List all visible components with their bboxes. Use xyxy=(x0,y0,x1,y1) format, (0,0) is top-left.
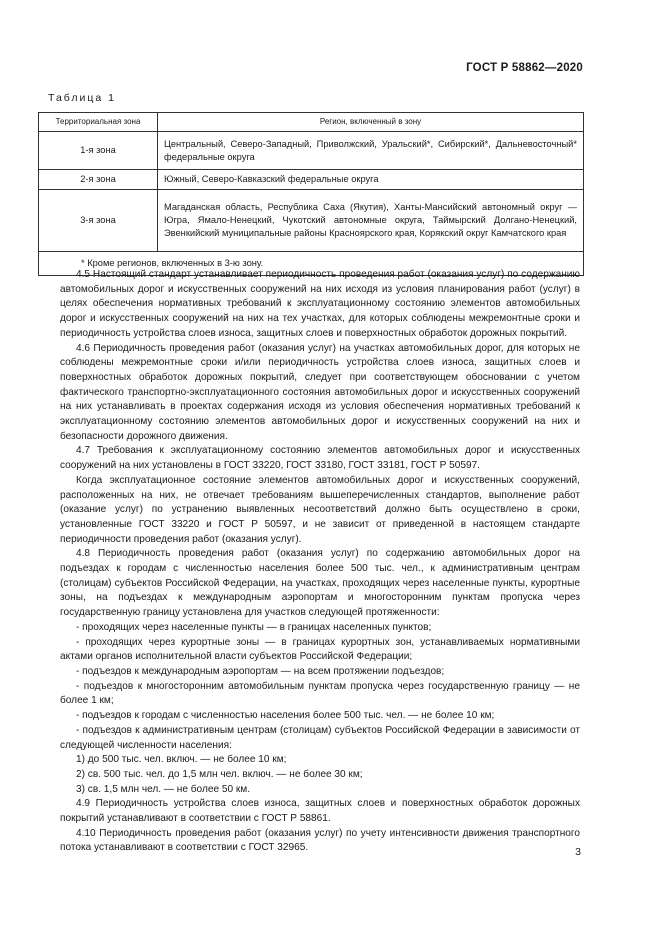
table-header-row xyxy=(39,113,584,132)
list-item: - подъездов к международным аэропортам — на всем протяжении подъездов; xyxy=(76,665,445,677)
paragraph-4-5: 4.5 Настоящий стандарт устанавливает периодичность проведения работ (оказания услуг) по содержанию автомобильных дорог и искусственных сооружений на них исходя из условия планирования работ (услуг) в целях обеспечения нормативных требований к эксплуатационному состоянию элементов автомобильных дорог и искусственных сооружений на них на тех участках, для которых соблюдены межремонтные сроки и периодичность устройства слоев износа, защитных слоев и поверхностных обработок дорожных покрытий. xyxy=(60,269,580,339)
list-item: - проходящих через населенные пункты — в границах населенных пунктов; xyxy=(76,621,432,633)
table-footnote: * Кроме регионов, включенных в 3-ю зону. xyxy=(39,252,584,276)
numbered-item: 3) св. 1,5 млн чел. — не более 50 км. xyxy=(76,783,251,795)
paragraph-4-7: 4.7 Требования к эксплуатационному состоянию элементов автомобильных дорог и искусственных сооружений на них установлены в ГОСТ 33220, ГОСТ 33180, ГОСТ 33181, ГОСТ Р 50597. xyxy=(60,445,580,472)
list-item: - проходящих через курортные зоны — в границах курортных зон, устанавливаемых нормативными актами органов исполнительной власти субъектов Российской Федерации; xyxy=(60,636,580,663)
regions-cell: Южный, Северо-Кавказский федеральные округа xyxy=(158,170,584,190)
zone-cell: 3-я зона xyxy=(39,190,158,252)
zone-cell: 1-я зона xyxy=(39,132,158,170)
document-header: ГОСТ Р 58862—2020 xyxy=(466,62,583,74)
column-header-regions: Регион, включенный в зону xyxy=(158,113,584,132)
table-caption: Таблица 1 xyxy=(48,92,116,104)
zones-table xyxy=(38,112,584,276)
list-item: - подъездов к административным центрам (столицам) субъектов Российской Федерации в зависимости от следующей численности населения: xyxy=(60,724,580,751)
numbered-item: 1) до 500 тыс. чел. включ. — не более 10 км; xyxy=(76,754,287,766)
table-row xyxy=(39,170,584,190)
paragraph-4-8: 4.8 Периодичность проведения работ (оказания услуг) по содержанию автомобильных дорог на подъездах к городам с численностью населения более 500 тыс. чел., к административным центрам (столицам) субъектов Российской Федерации, на участках, проходящих через населенные пункты, курортные зоны, на подъездах к международным аэропортам и многосторонним пунктам пропуска через государственную границу установлена для участков следующей протяженности: xyxy=(60,548,580,619)
paragraph-4-6: 4.6 Периодичность проведения работ (оказания услуг) на участках автомобильных дорог, для которых не соблюдены межремонтные сроки и/или периодичность устройства слоев износа, защитных слоев и поверхностных обработок дорожных покрытий, следует при соответствующем обосновании с учетом фактического транспортно-эксплуатационного состояния автомобильных дорог и искусственных сооружений на них устанавливать в проектах содержания исходя из условия обеспечения нормативных требований к эксплуатационному состоянию элементов автомобильных дорог и искусственных сооружений на них и безопасности дорожного движения. xyxy=(60,342,580,442)
regions-cell: Магаданская область, Республика Саха (Якутия), Ханты-Мансийский автономный округ — Югра, Ямало-Ненецкий, Чукотский автономные округа, Таймырский Долгано-Ненецкий, Эвенкийский муниципальные районы Красноярского края, Корякский округ Камчатского края xyxy=(158,190,584,252)
paragraph-4-7-continued: Когда эксплуатационное состояние элементов автомобильных дорог и искусственных сооружений, расположенных на них, не отвечает требованиям вышеперечисленных стандартов, выполнение работ (оказание услуг) по устранению выявленных несоответствий должно быть осуществлено в сроки, установленные ГОСТ 33220 и ГОСТ Р 50597, и не зависит от приведенной в настоящем стандарте периодичности проведения работ (оказания услуг). xyxy=(60,474,580,545)
page-number: 3 xyxy=(575,846,581,858)
table-row xyxy=(39,132,584,170)
paragraph-4-10: 4.10 Периодичность проведения работ (оказания услуг) по учету интенсивности движения транспортного потока устанавливают в соответствии с ГОСТ 32965. xyxy=(60,827,580,854)
paragraph-4-9: 4.9 Периодичность устройства слоев износа, защитных слоев и поверхностных обработок дорожных покрытий устанавливают в соответствии с ГОСТ Р 58861. xyxy=(60,798,580,825)
regions-cell: Центральный, Северо-Западный, Приволжский, Уральский*, Сибирский*, Дальневосточный* федеральные округа xyxy=(158,132,584,170)
list-item: - подъездов к многосторонним автомобильным пунктам пропуска через государственную границу — не более 1 км; xyxy=(60,680,580,707)
table-row xyxy=(39,190,584,252)
list-item: - подъездов к городам с численностью населения более 500 тыс. чел. — не более 10 км; xyxy=(76,710,495,722)
column-header-zone: Территориальная зона xyxy=(39,113,158,132)
zone-cell: 2-я зона xyxy=(39,170,158,190)
body-text xyxy=(60,268,580,856)
numbered-item: 2) св. 500 тыс. чел. до 1,5 млн чел. включ. — не более 30 км; xyxy=(76,768,363,780)
